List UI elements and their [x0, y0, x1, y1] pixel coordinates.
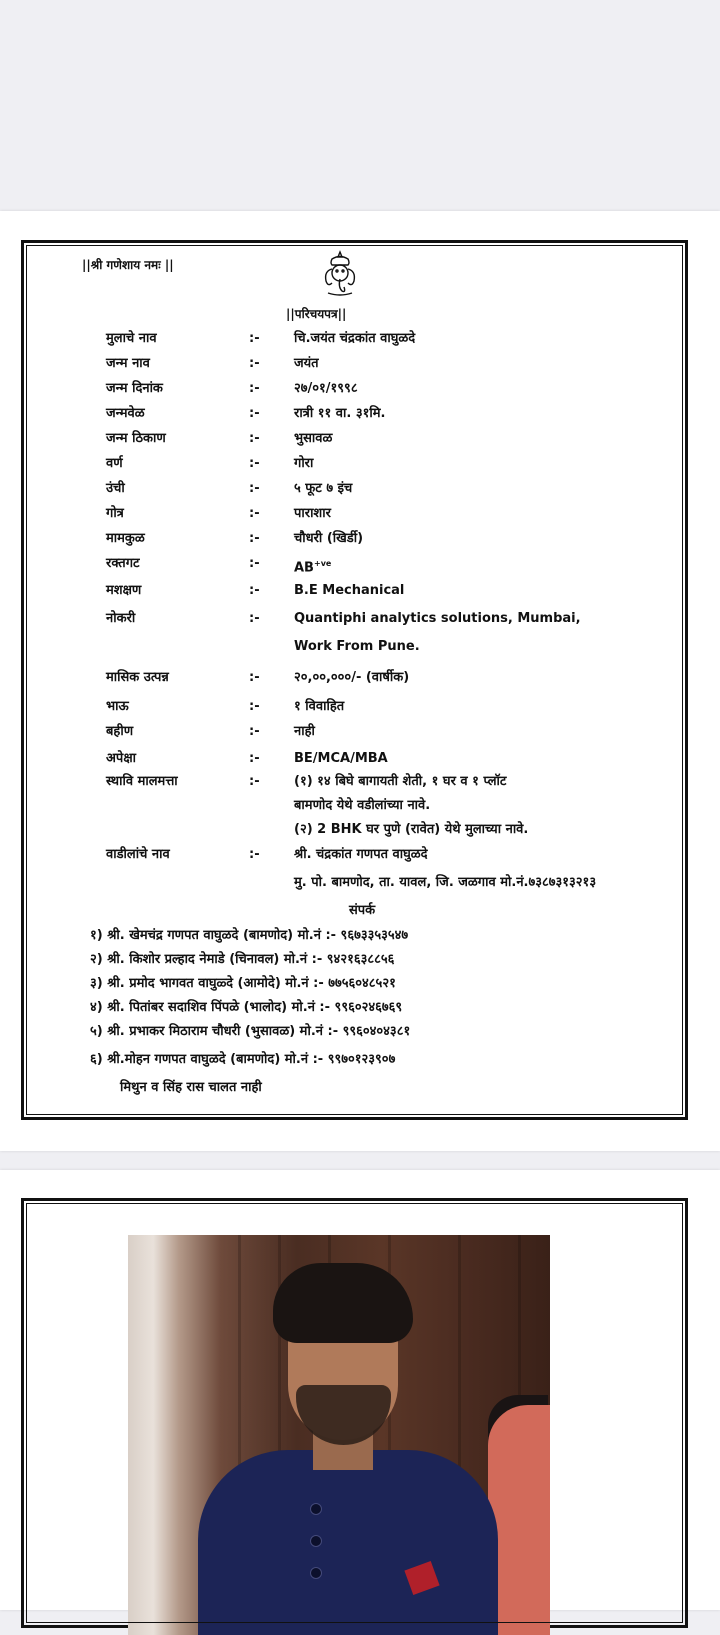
value-property-line3: (२) 2 BHK घर पुणे (रावेत) येथे मुलाच्या नावे.: [294, 822, 529, 837]
label-blood-group: रक्तगट: [106, 556, 140, 571]
separator: :-: [249, 847, 260, 862]
label-birth-place: जन्म ठिकाण: [106, 431, 166, 446]
label-complexion: वर्ण: [106, 456, 123, 471]
value-job-line2: Work From Pune.: [294, 639, 420, 654]
separator: :-: [249, 331, 260, 346]
separator: :-: [249, 456, 260, 471]
separator: :-: [249, 670, 260, 685]
separator: :-: [249, 381, 260, 396]
label-birth-time: जन्मवेळ: [106, 406, 145, 421]
separator: :-: [249, 531, 260, 546]
separator: :-: [249, 481, 260, 496]
contact-item: २) श्री. किशोर प्रल्हाद नेमाडे (चिनावल) मो.नं :- ९४२१६३८८५६: [90, 952, 395, 967]
label-income: मासिक उत्पन्न: [106, 670, 169, 685]
value-birth-place: भुसावळ: [294, 431, 333, 446]
separator: :-: [249, 774, 260, 789]
contact-item: ६) श्री.मोहन गणपत वाघुळदे (बामणोद) मो.नं :- ९९७०१२३९०७: [90, 1052, 396, 1067]
value-blood-group: [294, 556, 331, 576]
value-property-line1: (१) १४ बिघे बागायती शेती, १ घर व १ प्लॉट: [294, 774, 507, 789]
label-gotra: गोत्र: [106, 506, 124, 521]
contacts-heading: संपर्क: [349, 903, 376, 918]
value-father-address: मु. पो. बामणोद, ता. यावल, जि. जळगाव मो.नं.७३८७३१३२१३: [294, 875, 597, 890]
separator: :-: [249, 356, 260, 371]
separator: :-: [249, 724, 260, 739]
pocket-square: [404, 1561, 439, 1595]
label-sister: बहीण: [106, 724, 134, 739]
biodata-page: [0, 211, 720, 1151]
separator: :-: [249, 699, 260, 714]
person-face: [288, 1295, 398, 1440]
value-birth-name: जयंत: [294, 356, 319, 371]
invocation-text: ||श्री गणेशाय नमः ||: [82, 258, 174, 272]
ganesha-icon: [318, 249, 362, 299]
value-property-line2: बामणोद येथे वडीलांच्या नावे.: [294, 798, 431, 813]
value-birth-time: रात्री ११ वा. ३१मि.: [294, 406, 386, 421]
document-title: ||परिचयपत्र||: [286, 307, 347, 321]
label-expectation: अपेक्षा: [106, 751, 137, 766]
value-income: २०,००,०००/- (वार्षीक): [294, 670, 410, 685]
value-sister: नाही: [294, 724, 315, 739]
blood-group-main: AB: [294, 560, 314, 576]
separator: :-: [249, 431, 260, 446]
label-education: मशक्षण: [106, 583, 142, 598]
label-height: उंची: [106, 481, 125, 496]
value-birth-date: २७/०१/१९९८: [294, 381, 358, 396]
contact-item: १) श्री. खेमचंद्र गणपत वाघुळदे (बामणोद) मो.नं :- ९६७३३५३५४७: [90, 928, 409, 943]
footer-note: मिथुन व सिंह रास चालत नाही: [120, 1080, 262, 1095]
value-boy-name: चि.जयंत चंद्रकांत वाघुळदे: [294, 331, 416, 346]
value-complexion: गोरा: [294, 456, 314, 471]
value-job: Quantiphi analytics solutions, Mumbai,: [294, 611, 581, 626]
separator: :-: [249, 583, 260, 598]
contact-item: ५) श्री. प्रभाकर मिठाराम चौधरी (भुसावळ) मो.नं :- ९९६०४०४३८१: [90, 1024, 411, 1039]
contact-item: ४) श्री. पितांबर सदाशिव पिंपळे (भालोद) मो.नं :- ९९६०२४६७६९: [90, 1000, 403, 1015]
biodata-border: [21, 240, 688, 1120]
person-sherwani: [198, 1450, 498, 1635]
photo-border: [21, 1198, 688, 1628]
separator: :-: [249, 406, 260, 421]
value-father-name: श्री. चंद्रकांत गणपत वाघुळदे: [294, 847, 428, 862]
value-expectation: BE/MCA/MBA: [294, 751, 388, 766]
separator: :-: [249, 556, 260, 571]
label-boy-name: मुलाचे नाव: [106, 331, 157, 346]
label-brother: भाऊ: [106, 699, 129, 714]
photo-page: [0, 1170, 720, 1610]
separator: :-: [249, 506, 260, 521]
profile-photo: [128, 1235, 550, 1635]
separator: :-: [249, 751, 260, 766]
label-property: स्थावि मालमत्ता: [106, 774, 178, 789]
label-mamkul: मामकुळ: [106, 531, 145, 546]
contact-item: ३) श्री. प्रमोद भागवत वाघुळ्दे (आमोदे) मो.नं :- ७७५६०४८५२१: [90, 976, 396, 991]
value-brother: १ विवाहित: [294, 699, 345, 714]
value-education: B.E Mechanical: [294, 583, 405, 598]
person-hair: [273, 1263, 413, 1343]
separator: :-: [249, 611, 260, 626]
label-job: नोकरी: [106, 611, 136, 626]
background-person: [488, 1395, 548, 1485]
value-gotra: पाराशार: [294, 506, 331, 521]
label-birth-date: जन्म दिनांक: [106, 381, 163, 396]
label-birth-name: जन्म नाव: [106, 356, 150, 371]
label-father-name: वाडीलांचे नाव: [106, 847, 170, 862]
value-mamkul: चौधरी (खिर्डी): [294, 531, 364, 546]
value-height: ५ फूट ७ इंच: [294, 481, 353, 496]
blood-group-sup: +ve: [313, 559, 332, 568]
